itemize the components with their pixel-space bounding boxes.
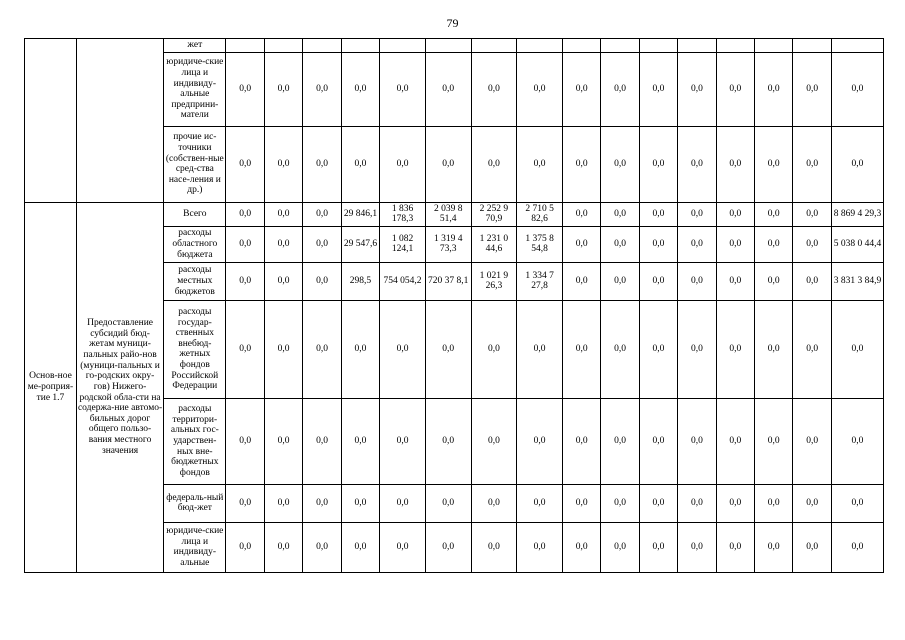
value-cell: 0,0 (471, 398, 517, 484)
value-cell: 0,0 (601, 202, 639, 226)
value-cell: 0,0 (601, 126, 639, 202)
value-cell: 0,0 (678, 484, 716, 522)
value-cell: 0,0 (562, 522, 600, 572)
value-cell (341, 39, 379, 53)
value-cell (425, 39, 471, 53)
value-cell (264, 39, 302, 53)
value-cell: 0,0 (601, 262, 639, 300)
value-cell: 0,0 (678, 202, 716, 226)
value-cell: 0,0 (601, 398, 639, 484)
value-cell: 0,0 (716, 522, 754, 572)
value-cell: 0,0 (793, 202, 831, 226)
value-cell: 0,0 (716, 300, 754, 398)
value-cell (471, 39, 517, 53)
value-cell: 0,0 (380, 300, 426, 398)
value-cell: 0,0 (562, 484, 600, 522)
table-body (25, 39, 884, 573)
value-cell: 0,0 (226, 398, 264, 484)
value-cell: 0,0 (755, 522, 793, 572)
value-cell: 1 082 124,1 (380, 226, 426, 262)
event-cell-empty (25, 39, 77, 203)
source-cell: юридиче-ские лица и индивиду-альные предприни-матели (164, 52, 226, 126)
value-cell: 0,0 (639, 484, 677, 522)
value-cell: 0,0 (303, 126, 341, 202)
source-cell: расходы государ-ственных внебюд-жетных фондов Российской Федерации (164, 300, 226, 398)
value-cell: 0,0 (517, 398, 563, 484)
value-cell: 0,0 (425, 484, 471, 522)
value-cell: 0,0 (471, 484, 517, 522)
value-cell: 29 547,6 (341, 226, 379, 262)
value-cell: 0,0 (471, 522, 517, 572)
value-cell: 0,0 (303, 52, 341, 126)
value-cell: 0,0 (264, 300, 302, 398)
value-cell: 0,0 (517, 126, 563, 202)
value-cell: 0,0 (380, 522, 426, 572)
value-cell: 0,0 (303, 398, 341, 484)
value-cell: 0,0 (425, 52, 471, 126)
value-cell: 0,0 (471, 300, 517, 398)
value-cell: 0,0 (793, 126, 831, 202)
value-cell: 0,0 (793, 52, 831, 126)
source-cell: расходы областного бюджета (164, 226, 226, 262)
value-cell: 754 054,2 (380, 262, 426, 300)
value-cell: 1 375 8 54,8 (517, 226, 563, 262)
value-cell: 0,0 (380, 126, 426, 202)
value-cell: 1 836 178,3 (380, 202, 426, 226)
value-cell: 0,0 (517, 484, 563, 522)
value-cell: 0,0 (716, 262, 754, 300)
source-cell: Всего (164, 202, 226, 226)
value-cell: 0,0 (755, 202, 793, 226)
value-cell: 1 021 9 26,3 (471, 262, 517, 300)
value-cell: 720 37 8,1 (425, 262, 471, 300)
value-cell: 0,0 (562, 398, 600, 484)
value-cell: 5 038 0 44,4 (831, 226, 883, 262)
value-cell: 0,0 (678, 262, 716, 300)
value-cell: 0,0 (562, 226, 600, 262)
value-cell: 0,0 (471, 52, 517, 126)
value-cell (226, 39, 264, 53)
table-row (25, 39, 884, 53)
value-cell: 0,0 (303, 202, 341, 226)
value-cell: 0,0 (226, 522, 264, 572)
value-cell: 0,0 (639, 202, 677, 226)
value-cell (562, 39, 600, 53)
event-name-cell: Предоставление субсидий бюд-жетам муници-пальных райо-нов (муници-пальных и го-родских окру-гов) Нижего-родской обла-сти на содержа-ние автомо-бильных дорог общего пользо-вания местного значения (76, 202, 163, 572)
value-cell: 0,0 (380, 398, 426, 484)
value-cell: 0,0 (264, 262, 302, 300)
source-cell: расходы территори-альных гос-ударствен-ных вне-бюджетных фондов (164, 398, 226, 484)
table-row (25, 202, 884, 226)
value-cell: 0,0 (755, 52, 793, 126)
value-cell: 0,0 (425, 522, 471, 572)
value-cell: 0,0 (678, 52, 716, 126)
value-cell: 0,0 (303, 484, 341, 522)
value-cell: 0,0 (678, 522, 716, 572)
value-cell: 0,0 (831, 300, 883, 398)
value-cell: 0,0 (517, 300, 563, 398)
value-cell: 0,0 (678, 126, 716, 202)
value-cell: 0,0 (716, 202, 754, 226)
value-cell: 0,0 (678, 398, 716, 484)
value-cell: 0,0 (639, 52, 677, 126)
value-cell: 3 831 3 84,9 (831, 262, 883, 300)
value-cell: 0,0 (264, 226, 302, 262)
value-cell: 0,0 (831, 484, 883, 522)
value-cell: 0,0 (831, 398, 883, 484)
value-cell: 0,0 (264, 522, 302, 572)
value-cell: 0,0 (380, 52, 426, 126)
value-cell: 0,0 (755, 226, 793, 262)
value-cell: 0,0 (380, 484, 426, 522)
value-cell: 0,0 (471, 126, 517, 202)
value-cell: 0,0 (831, 522, 883, 572)
value-cell: 0,0 (341, 126, 379, 202)
value-cell: 0,0 (303, 226, 341, 262)
value-cell: 0,0 (831, 126, 883, 202)
value-cell: 0,0 (303, 522, 341, 572)
value-cell: 0,0 (562, 262, 600, 300)
value-cell: 0,0 (678, 300, 716, 398)
value-cell: 0,0 (639, 522, 677, 572)
value-cell: 0,0 (341, 300, 379, 398)
value-cell: 0,0 (716, 398, 754, 484)
value-cell: 0,0 (303, 262, 341, 300)
value-cell: 0,0 (562, 202, 600, 226)
value-cell: 0,0 (517, 522, 563, 572)
page-number: 79 (446, 16, 459, 30)
value-cell (831, 39, 883, 53)
value-cell: 0,0 (341, 522, 379, 572)
value-cell: 0,0 (226, 52, 264, 126)
value-cell (716, 39, 754, 53)
event-cell: Основ-ное ме-роприя-тие 1.7 (25, 202, 77, 572)
value-cell (678, 39, 716, 53)
value-cell: 0,0 (226, 202, 264, 226)
value-cell: 0,0 (303, 300, 341, 398)
value-cell: 0,0 (793, 484, 831, 522)
value-cell: 0,0 (341, 52, 379, 126)
budget-table (24, 38, 884, 573)
value-cell: 0,0 (264, 52, 302, 126)
value-cell: 0,0 (793, 398, 831, 484)
value-cell: 2 710 5 82,6 (517, 202, 563, 226)
value-cell: 0,0 (793, 522, 831, 572)
value-cell: 0,0 (755, 484, 793, 522)
value-cell: 29 846,1 (341, 202, 379, 226)
value-cell: 0,0 (755, 300, 793, 398)
value-cell: 0,0 (264, 202, 302, 226)
value-cell: 0,0 (755, 262, 793, 300)
value-cell: 0,0 (264, 398, 302, 484)
value-cell: 0,0 (341, 398, 379, 484)
value-cell: 0,0 (341, 484, 379, 522)
value-cell: 0,0 (639, 300, 677, 398)
value-cell (380, 39, 426, 53)
value-cell: 8 869 4 29,3 (831, 202, 883, 226)
value-cell: 0,0 (793, 300, 831, 398)
value-cell: 0,0 (226, 484, 264, 522)
value-cell: 0,0 (831, 52, 883, 126)
value-cell: 0,0 (562, 52, 600, 126)
value-cell: 0,0 (755, 398, 793, 484)
value-cell: 0,0 (601, 300, 639, 398)
value-cell (755, 39, 793, 53)
value-cell: 0,0 (793, 226, 831, 262)
value-cell: 0,0 (716, 226, 754, 262)
value-cell: 0,0 (425, 398, 471, 484)
source-cell: расходы местных бюджетов (164, 262, 226, 300)
value-cell: 0,0 (639, 398, 677, 484)
value-cell: 0,0 (425, 126, 471, 202)
value-cell: 0,0 (264, 126, 302, 202)
name-cell-empty (76, 39, 163, 203)
source-cell: федераль-ный бюд-жет (164, 484, 226, 522)
value-cell (517, 39, 563, 53)
value-cell: 0,0 (562, 300, 600, 398)
value-cell: 0,0 (678, 226, 716, 262)
value-cell: 0,0 (226, 126, 264, 202)
value-cell: 1 319 4 73,3 (425, 226, 471, 262)
source-cell: прочие ис-точники (собствен-ные сред-ства насе-ления и др.) (164, 126, 226, 202)
value-cell: 0,0 (601, 226, 639, 262)
value-cell: 0,0 (517, 52, 563, 126)
value-cell: 0,0 (716, 484, 754, 522)
value-cell: 0,0 (226, 262, 264, 300)
value-cell: 1 231 0 44,6 (471, 226, 517, 262)
value-cell: 2 039 8 51,4 (425, 202, 471, 226)
value-cell: 0,0 (226, 300, 264, 398)
value-cell: 0,0 (716, 126, 754, 202)
value-cell: 0,0 (601, 522, 639, 572)
value-cell (793, 39, 831, 53)
value-cell: 0,0 (562, 126, 600, 202)
value-cell: 0,0 (264, 484, 302, 522)
value-cell: 2 252 9 70,9 (471, 202, 517, 226)
value-cell: 0,0 (639, 226, 677, 262)
value-cell: 0,0 (601, 484, 639, 522)
value-cell (601, 39, 639, 53)
value-cell: 298,5 (341, 262, 379, 300)
value-cell: 0,0 (226, 226, 264, 262)
source-cell: юридиче-ские лица и индивиду-альные (164, 522, 226, 572)
value-cell (639, 39, 677, 53)
value-cell: 1 334 7 27,8 (517, 262, 563, 300)
value-cell: 0,0 (755, 126, 793, 202)
value-cell: 0,0 (639, 262, 677, 300)
value-cell: 0,0 (639, 126, 677, 202)
value-cell: 0,0 (425, 300, 471, 398)
value-cell: 0,0 (793, 262, 831, 300)
source-cell: жет (164, 39, 226, 53)
value-cell: 0,0 (716, 52, 754, 126)
value-cell (303, 39, 341, 53)
value-cell: 0,0 (601, 52, 639, 126)
